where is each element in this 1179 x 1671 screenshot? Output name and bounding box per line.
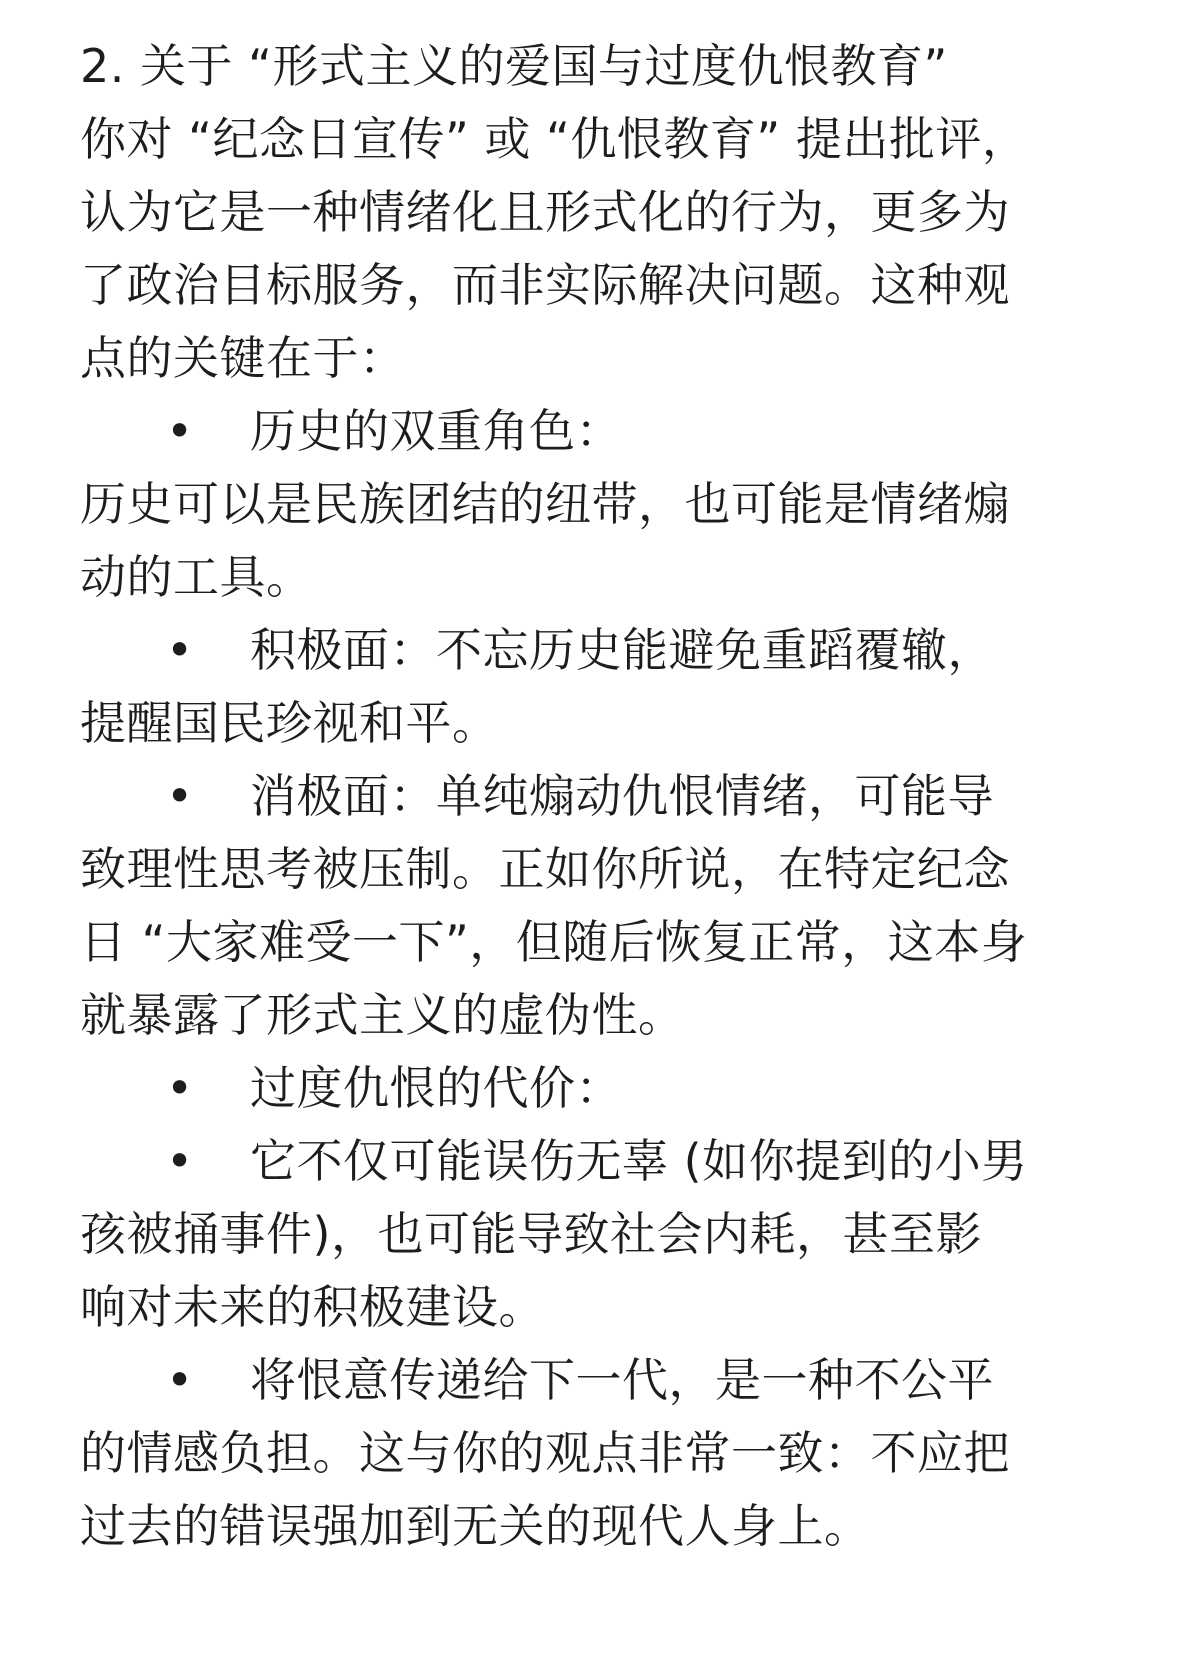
bullet-dot-icon: • — [166, 1353, 194, 1407]
bullet-text: 将恨意传递给下一代，是一种不公平 — [250, 1353, 994, 1407]
bullet-item-cost — [80, 1052, 1120, 1125]
bullet-dot-icon: • — [166, 1061, 194, 1115]
bullet-text: 历史的双重角色： — [250, 404, 622, 458]
intro-line: 点的关键在于： — [80, 331, 406, 385]
bullet-dot-icon: • — [166, 623, 194, 677]
bullet-item-dual-role — [80, 395, 1120, 468]
bullet-text: 过度仇恨的代价： — [250, 1061, 622, 1115]
document-body — [80, 30, 1120, 1563]
bullet-item-positive — [80, 614, 1120, 687]
bullet-item-negative — [80, 760, 1120, 833]
intro-line: 认为它是一种情绪化且形式化的行为，更多为 — [80, 185, 1010, 239]
bullet-dot-icon: • — [166, 404, 194, 458]
bullet-item-next-generation — [80, 1344, 1120, 1417]
bullet-item-harm — [80, 1125, 1120, 1198]
paragraph-line: 日 “大家难受一下”，但随后恢复正常，这本身 — [80, 915, 1028, 969]
paragraph-line: 历史可以是民族团结的纽带，也可能是情绪煽 — [80, 477, 1010, 531]
paragraph-line: 提醒国民珍视和平。 — [80, 696, 499, 750]
paragraph-line: 响对未来的积极建设。 — [80, 1280, 545, 1334]
paragraph-line: 过去的错误强加到无关的现代人身上。 — [80, 1499, 871, 1553]
intro-line: 你对 “纪念日宣传” 或 “仇恨教育” 提出批评， — [80, 112, 1029, 166]
intro-line: 了政治目标服务，而非实际解决问题。这种观 — [80, 258, 1010, 312]
paragraph-line: 致理性思考被压制。正如你所说，在特定纪念 — [80, 842, 1010, 896]
bullet-text: 它不仅可能误伤无辜 (如你提到的小男 — [250, 1134, 1028, 1188]
bullet-dot-icon: • — [166, 1134, 194, 1188]
paragraph-line: 的情感负担。这与你的观点非常一致：不应把 — [80, 1426, 1010, 1480]
paragraph-line: 孩被捅事件)，也可能导致社会内耗，甚至影 — [80, 1207, 982, 1261]
paragraph-line: 就暴露了形式主义的虚伪性。 — [80, 988, 685, 1042]
section-heading: 2. 关于 “形式主义的爱国与过度仇恨教育” — [80, 39, 948, 93]
bullet-text: 消极面：单纯煽动仇恨情绪，可能导 — [250, 769, 994, 823]
bullet-text: 积极面：不忘历史能避免重蹈覆辙， — [250, 623, 994, 677]
paragraph-line: 动的工具。 — [80, 550, 313, 604]
bullet-dot-icon: • — [166, 769, 194, 823]
